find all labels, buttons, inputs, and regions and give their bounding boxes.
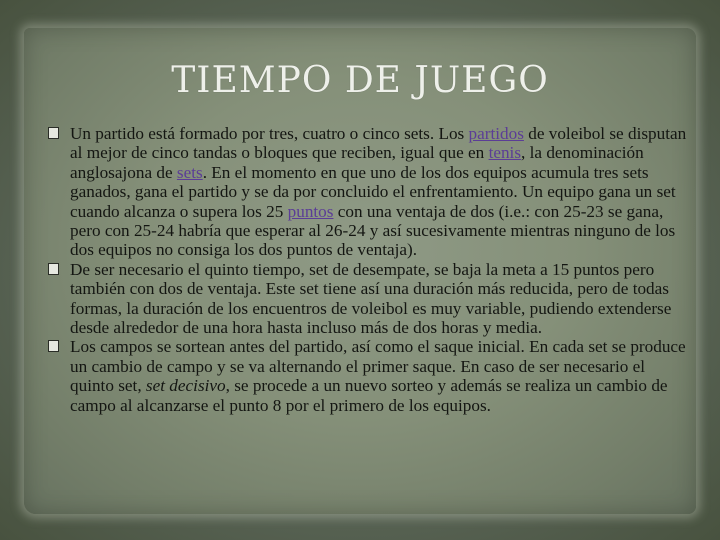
hyperlink-tenis[interactable]: tenis [488,143,522,163]
bullet-paragraph [48,337,688,415]
slide-body [48,124,688,415]
square-bullet-icon [48,263,59,275]
square-bullet-icon [48,340,59,352]
paragraph-text: , se procede a un nuevo sorteo y además se realiza un cambio de campo al alcanzarse el punto 8 por el primero de los equipos. [70,376,668,415]
paragraph-text: Un partido está formado por tres, cuatro o cinco sets. Los [70,124,469,143]
paragraph-text: , la denominación anglosajona de [70,143,644,182]
bullet-paragraph [48,260,688,338]
paragraph-text: . En el momento en que uno de los dos equipos acumula tres sets ganados, gana el partido y se da por concluido el enfrentamiento. Un equipo gana un set cuando alcanza o supera los 25 [70,162,676,221]
hyperlink-partidos[interactable]: partidos [468,124,524,143]
paragraph-text: de voleibol se disputan al mejor de cinco tandas o bloques que reciben, igual que en [70,124,687,163]
hyperlink-sets[interactable]: sets [176,162,203,182]
bullet-paragraph [48,124,688,260]
paragraph-text: De ser necesario el quinto tiempo, set de desempate, se baja la meta a 15 puntos pero también con dos de ventaja. Este set tiene así una duración más reducida, pero de todas formas, la duración de los encuentros de voleibol es muy variable, pudiendo extenderse desde alrededor de una hora hasta incluso más de dos horas y media. [70,259,672,338]
slide-title: TIEMPO DE JUEGO [171,60,549,101]
paragraph-text: set decisivo [145,376,226,396]
square-bullet-icon [48,127,59,139]
paragraph-text: Los campos se sortean antes del partido, así como el saque inicial. En cada set se produce un cambio de campo y se va alternando el primer saque. En caso de ser necesario el quinto set, [70,337,686,396]
hyperlink-puntos[interactable]: puntos [287,201,334,221]
paragraph-text: con una ventaja de dos (i.e.: con 25-23 se gana, pero con 25-24 habría que esperar al 26-24 y así sucesivamente mientras ninguno de los dos equipos no consiga los dos puntos de ventaja). [70,201,676,260]
